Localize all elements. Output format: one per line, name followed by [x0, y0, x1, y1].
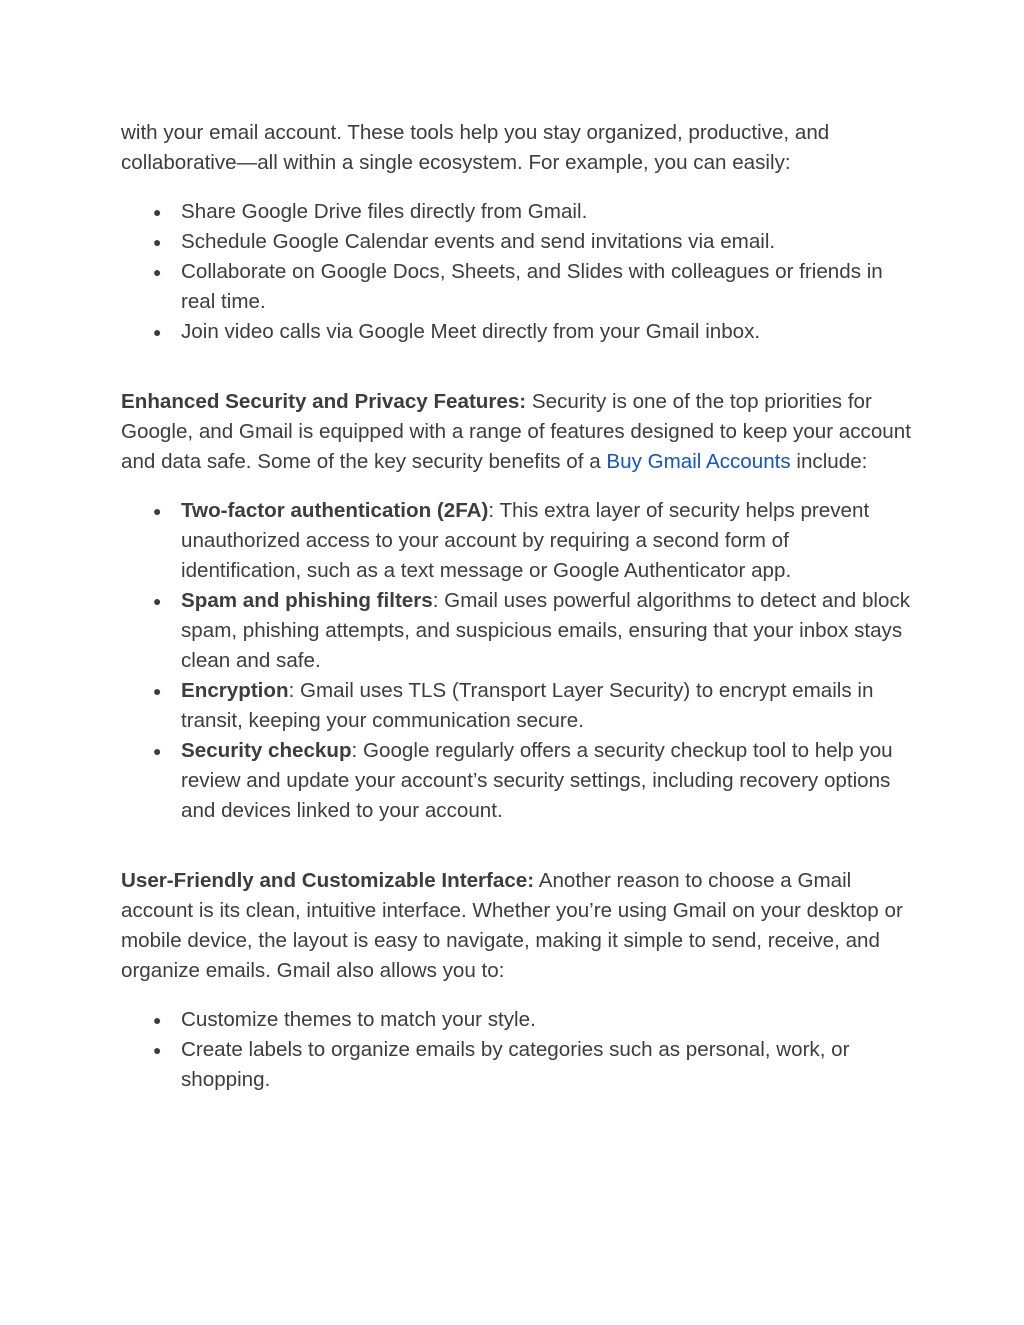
list-item: ● Collaborate on Google Docs, Sheets, and Slides with colleagues or friends in real time. — [181, 257, 911, 317]
buy-gmail-accounts-link[interactable]: Buy Gmail Accounts — [606, 450, 791, 473]
intro-paragraph: with your email account. These tools help you stay organized, productive, and collaborative—all within a single ecosystem. For example, you can easily: — [121, 121, 830, 174]
list-item: ● Security checkup: Google regularly offers a security checkup tool to help you review and update your account’s security settings, including recovery options and devices linked to your account. — [181, 736, 911, 826]
security-paragraph: Enhanced Security and Privacy Features: Security is one of the top priorities for Google, and Gmail is equipped with a range of features designed to keep your account and data safe. Some of the key security benefits of a Buy Gmail Accounts include: — [121, 390, 911, 473]
bullet-icon: ● — [153, 593, 162, 609]
security-features-list — [121, 496, 911, 826]
bullet-icon: ● — [153, 683, 162, 699]
list-item: ● Schedule Google Calendar events and send invitations via email. — [181, 227, 911, 257]
list-item: ● Encryption: Gmail uses TLS (Transport Layer Security) to encrypt emails in transit, keeping your communication secure. — [181, 676, 911, 736]
bullet-icon: ● — [153, 1042, 162, 1058]
bullet-icon: ● — [153, 264, 162, 280]
interface-paragraph: User-Friendly and Customizable Interface: Another reason to choose a Gmail account is its clean, intuitive interface. Whether you’re using Gmail on your desktop or mobile device, the layout is easy to navigate, making it simple to send, receive, and organize emails. Gmail also allows you to: — [121, 869, 903, 982]
bullet-icon: ● — [153, 503, 162, 519]
list-item: ● Customize themes to match your style. — [181, 1005, 911, 1035]
bullet-icon: ● — [153, 324, 162, 340]
list-item: ● Create labels to organize emails by categories such as personal, work, or shopping. — [181, 1035, 911, 1095]
interface-heading: User-Friendly and Customizable Interface: — [121, 869, 535, 892]
bullet-icon: ● — [153, 1012, 162, 1028]
bullet-icon: ● — [153, 234, 162, 250]
bullet-icon: ● — [153, 743, 162, 759]
tools-list — [121, 197, 911, 347]
list-item: ● Share Google Drive files directly from Gmail. — [181, 197, 911, 227]
security-heading: Enhanced Security and Privacy Features: — [121, 390, 527, 413]
document-page — [121, 118, 911, 1095]
list-item: ● Join video calls via Google Meet directly from your Gmail inbox. — [181, 317, 911, 347]
bullet-icon: ● — [153, 204, 162, 220]
interface-options-list — [121, 1005, 911, 1095]
list-item: ● Spam and phishing filters: Gmail uses powerful algorithms to detect and block spam, phishing attempts, and suspicious emails, ensuring that your inbox stays clean and safe. — [181, 586, 911, 676]
list-item: ● Two-factor authentication (2FA): This extra layer of security helps prevent unauthorized access to your account by requiring a second form of identification, such as a text message or Google Authenticator app. — [181, 496, 911, 586]
